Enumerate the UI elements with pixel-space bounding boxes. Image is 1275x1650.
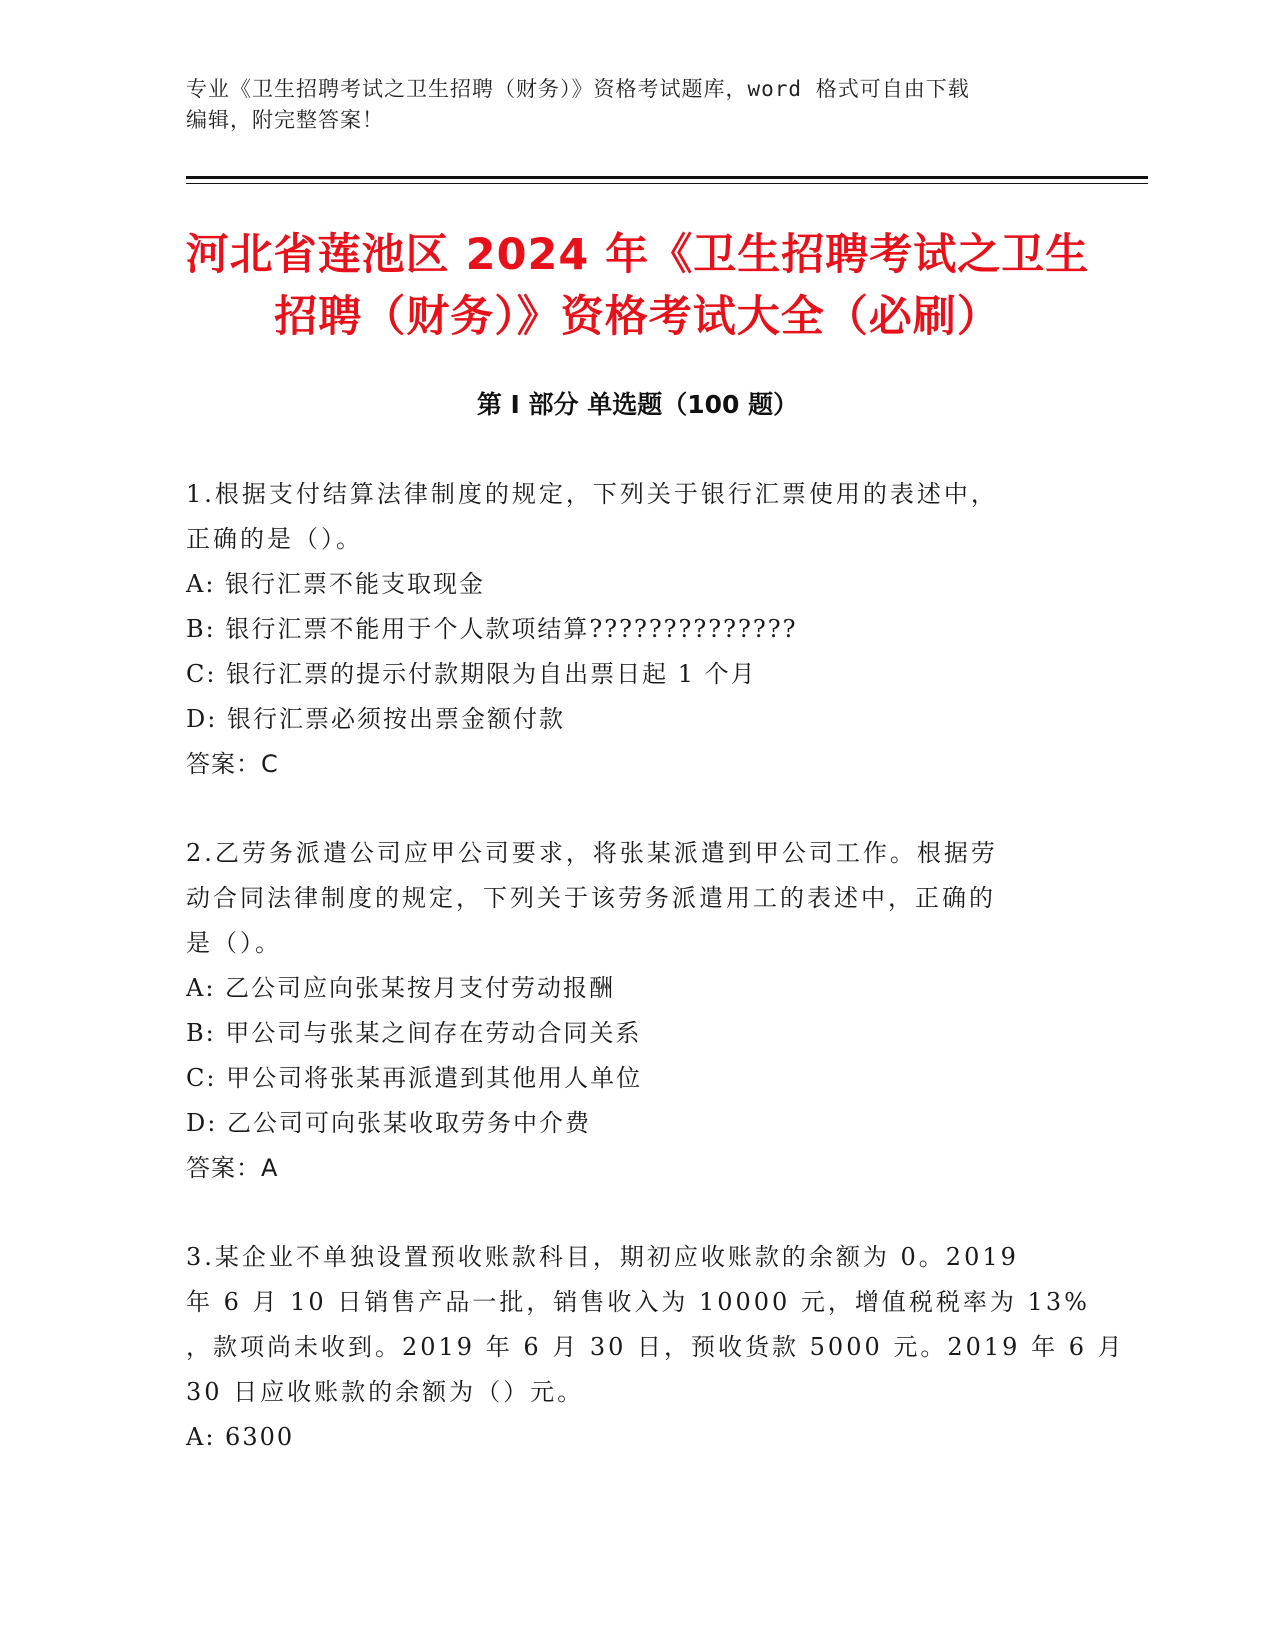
header-note-line-1: 专业《卫生招聘考试之卫生招聘（财务）》资格考试题库，word 格式可自由下载 <box>186 77 970 101</box>
title-line-1: 河北省莲池区 2024 年《卫生招聘考试之卫生 <box>185 230 1090 280</box>
answer-label: 答案：C <box>186 750 279 778</box>
question-stem-line: 是（）。 <box>186 929 282 957</box>
option-d: D: 乙公司可向张某收取劳务中介费 <box>186 1109 591 1137</box>
question-stem-line: ，款项尚未收到。2019 年 6 月 30 日，预收货款 5000 元。2019 年 6 月 <box>186 1333 1125 1361</box>
answer-label: 答案：A <box>186 1154 279 1182</box>
header-divider-thick <box>186 176 1148 179</box>
question-stem-line: 动合同法律制度的规定，下列关于该劳务派遣用工的表述中，正确的 <box>186 884 996 912</box>
title-line-2: 招聘（财务）》资格考试大全（必刷） <box>274 292 1001 342</box>
question-stem-line: 3.某企业不单独设置预收账款科目，期初应收账款的余额为 0。2019 <box>186 1243 1019 1271</box>
option-b: B: 甲公司与张某之间存在劳动合同关系 <box>186 1019 642 1047</box>
question-stem-line: 正确的是（）。 <box>186 525 363 553</box>
option-c: C: 银行汇票的提示付款期限为自出票日起 1 个月 <box>186 660 757 688</box>
section-heading: 第 I 部分 单选题（100 题） <box>476 390 799 419</box>
question-stem-line: 年 6 月 10 日销售产品一批，销售收入为 10000 元，增值税税率为 13% <box>186 1288 1090 1316</box>
option-b: B: 银行汇票不能用于个人款项结算?????????????? <box>186 615 798 643</box>
option-a: A: 银行汇票不能支取现金 <box>186 570 486 598</box>
option-a: A: 乙公司应向张某按月支付劳动报酬 <box>186 974 616 1002</box>
header-note <box>186 74 1086 136</box>
question-stem-line: 2.乙劳务派遣公司应甲公司要求，将张某派遣到甲公司工作。根据劳 <box>186 839 998 867</box>
question-1 <box>186 472 1066 787</box>
option-c: C: 甲公司将张某再派遣到其他用人单位 <box>186 1064 643 1092</box>
document-title <box>150 224 1125 348</box>
question-stem-line: 1.根据支付结算法律制度的规定，下列关于银行汇票使用的表述中， <box>186 480 998 508</box>
option-d: D: 银行汇票必须按出票金额付款 <box>186 705 565 733</box>
question-stem-line: 30 日应收账款的余额为（）元。 <box>186 1378 585 1406</box>
option-a: A: 6300 <box>186 1423 295 1451</box>
header-divider-thin <box>186 183 1148 184</box>
question-3 <box>186 1235 1125 1460</box>
question-list <box>186 472 1125 1504</box>
header-note-line-2: 编辑，附完整答案！ <box>186 108 384 132</box>
question-2 <box>186 831 1066 1191</box>
